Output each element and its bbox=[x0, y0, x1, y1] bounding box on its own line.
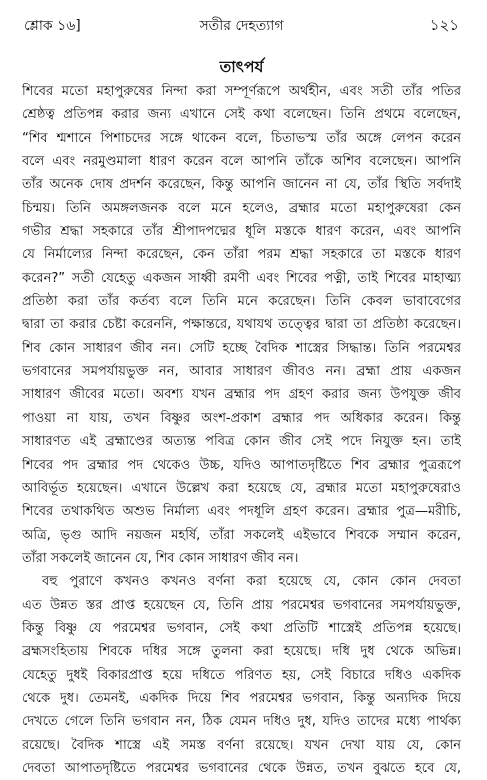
text-line: সাধারণ জীবের মতো। অবশ্য যখন ব্রহ্মার পদ গ্রহণ করার জন্য উপযুক্ত জীব bbox=[22, 387, 461, 403]
text-line: থেকে দুধ। তেমনই, একদিক দিয়ে শিব পরমেশ্বর ভগবান, কিন্তু অন্যদিক দিয়ে bbox=[22, 690, 461, 706]
text-line: এত উন্নত স্তর প্রাপ্ত হয়েছেন যে, তিনি প্রায় পরমেশ্বর ভগবানের সমপর্যায়ভুক্ত, bbox=[22, 597, 461, 613]
text-line: অত্রি, ভৃগু আদি নয়জন মহর্ষি, তাঁরা সকলেই এইভাবে শিবকে সম্মান করেন, bbox=[22, 527, 461, 543]
text-line: প্রতিষ্ঠা করা তাঁর কর্তব্য বলে তিনি মনে করেছেন। তিনি কেবল ভাবাবেগের bbox=[22, 294, 461, 310]
section-title: তাৎপর্য bbox=[219, 58, 264, 76]
text-line: ভগবানের সমপর্যায়ভুক্ত নন, আবার সাধারণ জীবও নন। ব্রহ্মা প্রায় একজন bbox=[22, 364, 461, 380]
text-line: শিব কোন সাধারণ জীব নন। সেটি হচ্ছে বৈদিক শাস্ত্রের সিদ্ধান্ত। তিনি পরমেশ্বর bbox=[22, 340, 461, 356]
text-line: বহু পুরাণে কখনও কখনও বর্ণনা করা হয়েছে যে, কোন কোন দেবতা bbox=[42, 574, 461, 590]
chapter-title: সতীর দেহত্যাগ bbox=[199, 18, 284, 34]
text-line: যেহেতু দুধই বিকারপ্রাপ্ত হয়ে দধিতে পরিণত হয়, সেই বিচারে দধিও একদিক bbox=[22, 667, 461, 683]
text-line: “শিব শ্মশানে পিশাচদের সঙ্গে থাকেন বলে, চিতাভস্ম তাঁর অঙ্গে লেপন করেন bbox=[22, 130, 461, 146]
text-line: শিবের তথাকথিত অশুভ নির্মাল্য এবং পদধূলি গ্রহণ করেন। ব্রহ্মার পুত্র—মরীচি, bbox=[22, 504, 461, 520]
text-line: যে নির্মাল্যের নিন্দা করেছেন, কেন তাঁরা পরম শ্রদ্ধা সহকারে তা মস্তকে ধারণ bbox=[22, 247, 461, 263]
text-line: তাঁরা সকলেই জানেন যে, শিব কোন সাধারণ জীব নন। bbox=[22, 550, 299, 566]
verse-reference: শ্লোক ১৬] bbox=[24, 18, 81, 34]
purport-text bbox=[22, 80, 461, 780]
page-number: ১২১ bbox=[429, 16, 459, 34]
text-line: দ্বারা তা করার চেষ্টা করেননি, পক্ষান্তরে, যথাযথ তত্ত্বের দ্বারা তা প্রতিষ্ঠা করেছেন। bbox=[22, 317, 461, 333]
text-line: চিন্ময়। তিনি অমঙ্গলজনক বলে মনে হলেও, ব্রহ্মার মতো মহাপুরুষেরা কেন bbox=[22, 200, 461, 216]
text-line: দেখতে গেলে তিনি ভগবান নন, ঠিক যেমন দধিও দুধ, যদিও তাদের মধ্যে পার্থক্য bbox=[22, 714, 461, 730]
text-line: দেবতা আপাতদৃষ্টিতে পরমেশ্বর ভগবানের থেকে উন্নত, তখন বুঝতে হবে যে, bbox=[22, 760, 461, 776]
text-line: বলে এবং নরমুণ্ডমালা ধারণ করেন বলে আপনি তাঁকে অশিব বলেছেন। আপনি bbox=[22, 154, 461, 170]
running-header bbox=[22, 14, 461, 36]
text-line: গভীর শ্রদ্ধা সহকারে তাঁর শ্রীপাদপদ্মের ধূলি মস্তকে ধারণ করেন, এবং আপনি bbox=[22, 224, 461, 240]
text-line: তাঁর অনেক দোষ প্রদর্শন করেছেন, কিন্তু আপনি জানেন না যে, তাঁর স্থিতি সর্বদাই bbox=[22, 177, 461, 193]
text-line: শ্রেষ্ঠত্ব প্রতিপন্ন করার জন্য এখানে সেই কথা বলেছেন। তিনি প্রথমে বলেছেন, bbox=[22, 107, 461, 123]
text-line: শিবের মতো মহাপুরুষের নিন্দা করা সম্পূর্ণরূপে অর্থহীন, এবং সতী তাঁর পতির bbox=[22, 84, 461, 99]
text-line: করেন?” সতী যেহেতু একজন সাধ্বী রমণী এবং শিবের পত্নী, তাই শিবের মাহাত্ম্য bbox=[22, 270, 461, 286]
text-line: ব্রহ্মসংহিতায় শিবকে দধির সঙ্গে তুলনা করা হয়েছে। দধি দুধ থেকে অভিন্ন। bbox=[22, 644, 461, 660]
text-line: শিবের পদ ব্রহ্মার পদ থেকেও উচ্চ, যদিও আপাতদৃষ্টিতে শিব ব্রহ্মার পুত্ররূপে bbox=[22, 457, 461, 473]
text-line: সাধারণত এই ব্রহ্মাণ্ডের অত্যন্ত পবিত্র কোন জীব সেই পদে নিযুক্ত হন। তাই bbox=[22, 434, 461, 450]
text-line: পাওয়া না যায়, তখন বিষ্ণুর অংশ-প্রকাশ ব্রহ্মার পদ অধিকার করেন। কিন্তু bbox=[22, 410, 461, 426]
text-line: আবির্ভূত হয়েছেন। এখানে উল্লেখ করা হয়েছে যে, ব্রহ্মার মতো মহাপুরুষেরাও bbox=[22, 480, 461, 496]
text-line: কিন্তু বিষ্ণু যে পরমেশ্বর ভগবান, সেই কথা প্রতিটি শাস্ত্রেই প্রতিপন্ন হয়েছে। bbox=[22, 620, 461, 636]
text-line: রয়েছে। বৈদিক শাস্ত্রে এই সমস্ত বর্ণনা রয়েছে। যখন দেখা যায় যে, কোন bbox=[22, 737, 461, 753]
